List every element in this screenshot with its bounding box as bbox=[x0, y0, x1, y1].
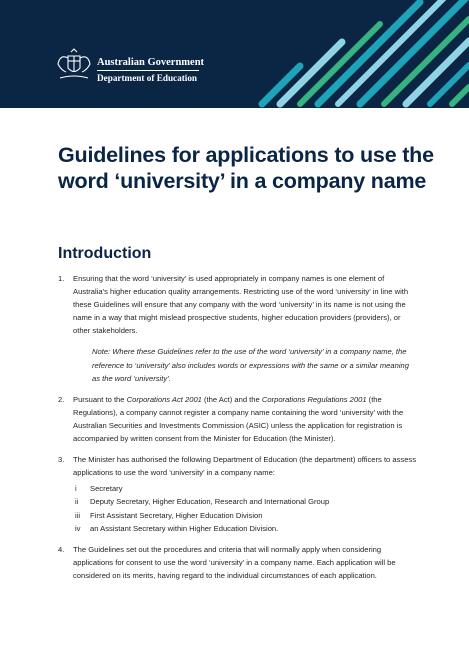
regulations-name: Corporations Regulations 2001 bbox=[261, 394, 367, 404]
document-body bbox=[58, 272, 418, 590]
list-item-text: an Assistant Secretary within Higher Education Division. bbox=[90, 523, 279, 533]
paragraph-text: Ensuring that the word ‘university’ is used appropriately in company names is one element of Australia’s higher education quality arrangements. Restricting use of the word ‘university’ in line with these Guidelines will ensure that any company with the word ‘university’ in its name is not using the name in a way that might mislead prospective students, higher education providers (providers), or other stakeholders. bbox=[73, 274, 409, 336]
stripe bbox=[452, 87, 469, 104]
paragraph-number: 3. bbox=[58, 455, 65, 465]
list-item bbox=[75, 509, 418, 522]
list-numeral: ii bbox=[75, 497, 79, 507]
paragraph-text-c: (the Regulations), a company cannot register a company name containing the word ‘university’ with the Australian Securities and Investments Commission (ASIC) unless the application for registration is accompanied by written consent from the Minister for Education (the Minister). bbox=[73, 394, 404, 444]
list-numeral: i bbox=[75, 484, 77, 494]
paragraph-number: 2. bbox=[58, 394, 65, 404]
logotype-rule bbox=[97, 70, 199, 71]
government-logotype bbox=[97, 56, 204, 85]
paragraph-1 bbox=[58, 272, 418, 337]
note: Note: Where these Guidelines refer to the use of the word ‘university’ in a company name, the reference to ‘university’ also includes words or expressions with the same or a similar meaning as the word ‘university’. bbox=[92, 347, 409, 383]
paragraph-text-b: (the Act) and the bbox=[201, 394, 262, 404]
stripe bbox=[384, 19, 469, 104]
list-item bbox=[75, 482, 418, 495]
list-numeral: iii bbox=[75, 510, 81, 520]
header-banner bbox=[0, 0, 469, 108]
paragraph-number: 1. bbox=[58, 274, 65, 283]
stripe bbox=[360, 0, 469, 104]
gov-line-1: Australian Government bbox=[97, 57, 205, 68]
paragraph-4 bbox=[58, 543, 418, 582]
paragraph-text-a: Pursuant to the bbox=[73, 394, 127, 404]
paragraph-2 bbox=[58, 393, 418, 445]
paragraph-number: 4. bbox=[58, 544, 65, 554]
coat-of-arms-icon bbox=[54, 48, 94, 82]
section-heading: Introduction bbox=[58, 245, 152, 262]
list-item bbox=[75, 495, 418, 508]
officer-list bbox=[75, 482, 418, 534]
gov-line-2: Department of Education bbox=[97, 73, 198, 83]
document-title: Guidelines for applications to use the word ‘university’ in a company name bbox=[58, 143, 434, 193]
list-item-text: Deputy Secretary, Higher Education, Research and International Group bbox=[90, 497, 330, 507]
list-item-text: Secretary bbox=[90, 484, 123, 494]
paragraph-text: The Minister has authorised the following Department of Education (the department) officers to assess applications to use the word ‘university’ in a company name: bbox=[73, 455, 417, 478]
paragraph-text: The Guidelines set out the procedures and criteria that will normally apply when considering applications for consent to use the word ‘university’ in a company name. Each application will be considered on its merits, having regard to the individual circumstances of each application. bbox=[73, 544, 396, 580]
list-numeral: iv bbox=[75, 523, 81, 533]
list-item bbox=[75, 522, 418, 535]
list-item-text: First Assistant Secretary, Higher Education Division bbox=[90, 510, 263, 520]
paragraph-3 bbox=[58, 453, 418, 535]
act-name: Corporations Act 2001 bbox=[126, 394, 202, 404]
